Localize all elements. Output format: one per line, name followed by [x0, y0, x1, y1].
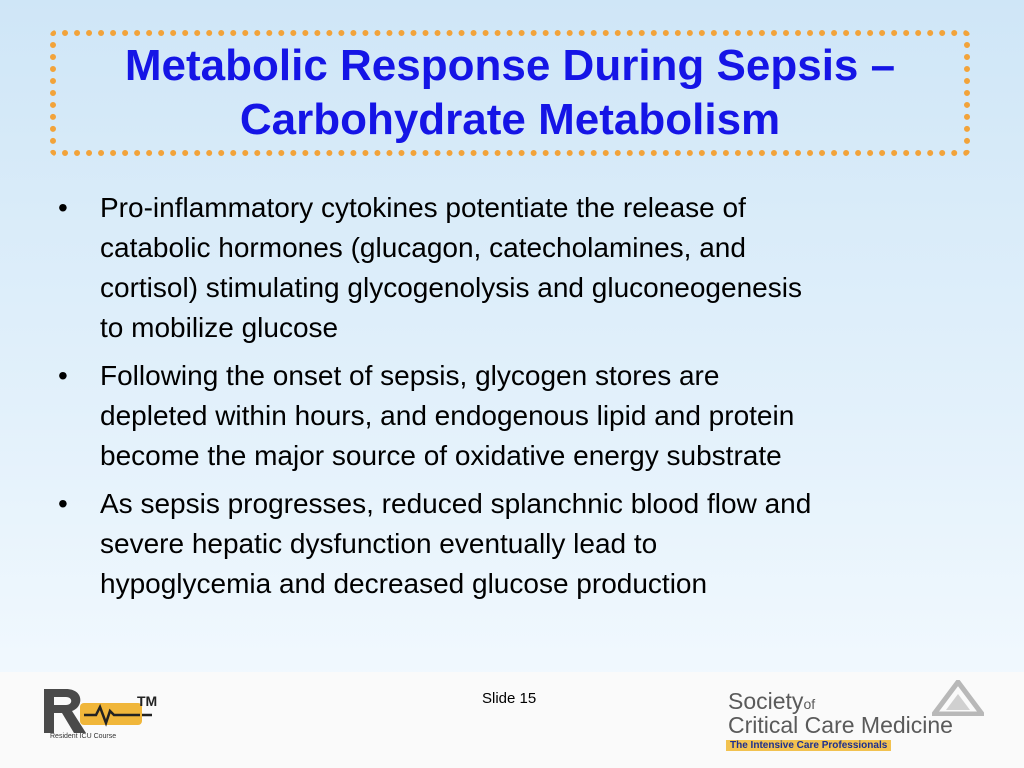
slide-title-line-2: Carbohydrate Metabolism [239, 95, 781, 144]
bullet-line: Following the onset of sepsis, glycogen stores are [100, 360, 720, 391]
bullet-item-1 [58, 188, 978, 348]
slide-number: Slide 15 [482, 690, 537, 707]
bullet-line: severe hepatic dysfunction eventually lead to [100, 528, 658, 559]
bullet-marker: • [58, 360, 68, 391]
bullet-list [58, 188, 978, 612]
bullet-marker: • [58, 192, 68, 223]
ricu-trademark: TM [137, 693, 158, 709]
title-box [50, 30, 970, 156]
sccm-tagline: The Intensive Care Professionals [726, 740, 891, 751]
sccm-society-text: Societyof [728, 688, 816, 714]
ricu-course-text: Resident ICU Course [50, 733, 117, 740]
bullet-line: become the major source of oxidative energy substrate [100, 440, 782, 471]
bullet-item-3 [58, 484, 978, 604]
bullet-line: cortisol) stimulating glycogenolysis and gluconeogenesis [100, 272, 802, 303]
bullet-line: hypoglycemia and decreased glucose production [100, 568, 708, 599]
sccm-of-text: of [803, 696, 816, 712]
slide-title-line-1: Metabolic Response During Sepsis – [124, 41, 896, 90]
sccm-triangle-icon [932, 680, 984, 716]
bullet-line: Pro-inflammatory cytokines potentiate the release of [100, 192, 746, 223]
sccm-name-text: Critical Care Medicine [728, 712, 953, 738]
bullet-line: depleted within hours, and endogenous lipid and protein [100, 400, 795, 431]
bullet-line: to mobilize glucose [100, 312, 339, 343]
bullet-line: catabolic hormones (glucagon, catecholamines, and [100, 232, 746, 263]
bullet-item-2 [58, 356, 978, 476]
bullet-marker: • [58, 488, 68, 519]
bullet-line: As sepsis progresses, reduced splanchnic blood flow and [100, 488, 812, 519]
